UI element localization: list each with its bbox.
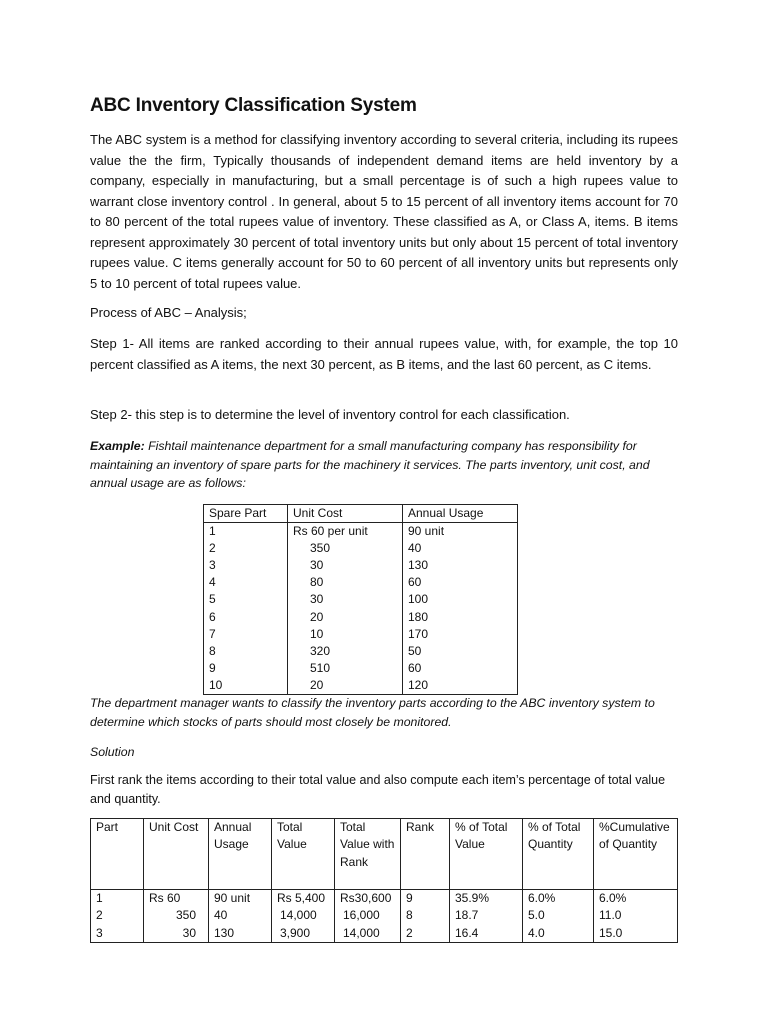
table-row <box>204 557 518 574</box>
page-title: ABC Inventory Classification System <box>90 95 417 116</box>
cell-annual-usage: 60 <box>403 660 518 677</box>
cell-part: 4 <box>204 574 288 591</box>
intro-paragraph: The ABC system is a method for classifying inventory according to several criteria, including its rupees value the the firm, Typically thousands of independent demand items are held inventory by a company, especially in manufacturing, but a small percentage is of such a high rupees value to warrant close inventory control . In general, about 5 to 15 percent of all inventory items account for 70 to 80 percent of the total rupees value of inventory. These classified as A, or Class A, items. B items represent approximately 30 percent of total inventory units but only about 15 percent of total inventory rupees value. C items generally account for 50 to 60 percent of all inventory units but represents only 5 to 10 percent of total rupees value. <box>90 132 678 291</box>
cell-cumulative-quantity: 11.0 <box>594 907 678 924</box>
cell-pct-total-value: 16.4 <box>450 925 523 943</box>
cell-annual-usage: 90 unit <box>403 523 518 541</box>
cell-annual-usage: 120 <box>403 677 518 695</box>
cell-annual-usage: 130 <box>403 557 518 574</box>
table-header-row <box>91 819 678 890</box>
cell-part: 8 <box>204 643 288 660</box>
cell-part: 3 <box>91 925 144 943</box>
table-row <box>204 677 518 695</box>
table-row <box>204 591 518 608</box>
cell-annual-usage: 100 <box>403 591 518 608</box>
example-label: Example: <box>90 439 145 453</box>
cell-pct-total-quantity: 6.0% <box>523 890 594 908</box>
table-row <box>204 540 518 557</box>
table-row <box>91 925 678 943</box>
cell-unit-cost: 20 <box>288 677 403 695</box>
header-annual-usage: Annual Usage <box>209 819 272 890</box>
cell-part: 2 <box>204 540 288 557</box>
cell-unit-cost: 30 <box>288 591 403 608</box>
table-row <box>91 907 678 924</box>
cell-annual-usage: 50 <box>403 643 518 660</box>
table-row <box>204 609 518 626</box>
cell-pct-total-quantity: 5.0 <box>523 907 594 924</box>
manager-paragraph: The department manager wants to classify the inventory parts according to the ABC inventory system to determine which stocks of parts should most closely be monitored. <box>90 696 655 729</box>
cell-pct-total-quantity: 4.0 <box>523 925 594 943</box>
step2-paragraph: Step 2- this step is to determine the level of inventory control for each classification. <box>90 407 570 422</box>
cell-total-value: 3,900 <box>272 925 335 943</box>
header-unit-cost: Unit Cost <box>288 505 403 523</box>
header-total-value: Total Value <box>272 819 335 890</box>
cell-annual-usage: 90 unit <box>209 890 272 908</box>
header-unit-cost: Unit Cost <box>144 819 209 890</box>
cell-annual-usage: 170 <box>403 626 518 643</box>
table-header-row <box>204 505 518 523</box>
ranking-table <box>90 818 678 943</box>
header-pct-total-quantity: % of Total Quantity <box>523 819 594 890</box>
cell-total-value-with-rank: Rs30,600 <box>335 890 401 908</box>
cell-part: 3 <box>204 557 288 574</box>
cell-total-value: Rs 5,400 <box>272 890 335 908</box>
header-annual-usage: Annual Usage <box>403 505 518 523</box>
header-part: Part <box>91 819 144 890</box>
cell-pct-total-value: 35.9% <box>450 890 523 908</box>
table-row <box>204 523 518 541</box>
cell-pct-total-value: 18.7 <box>450 907 523 924</box>
cell-annual-usage: 130 <box>209 925 272 943</box>
step1-paragraph: Step 1- All items are ranked according to their annual rupees value, with, for example, the top 10 percent classified as A items, the next 30 percent, as B items, and the last 60 percent, as C items. <box>90 336 678 372</box>
header-rank: Rank <box>401 819 450 890</box>
cell-unit-cost: Rs 60 per unit <box>288 523 403 541</box>
process-heading: Process of ABC – Analysis; <box>90 305 247 320</box>
header-total-value-with-rank: Total Value with Rank <box>335 819 401 890</box>
cell-part: 10 <box>204 677 288 695</box>
cell-annual-usage: 180 <box>403 609 518 626</box>
table-row <box>204 574 518 591</box>
cell-total-value: 14,000 <box>272 907 335 924</box>
example-paragraph <box>90 437 678 493</box>
cell-annual-usage: 40 <box>209 907 272 924</box>
example-text: Fishtail maintenance department for a small manufacturing company has responsibility for maintaining an inventory of spare parts for the machinery it services. The parts inventory, unit cost, and annual usage are as follows: <box>90 439 650 490</box>
cell-cumulative-quantity: 15.0 <box>594 925 678 943</box>
table-row <box>91 890 678 908</box>
cell-cumulative-quantity: 6.0% <box>594 890 678 908</box>
table-row <box>204 643 518 660</box>
cell-part: 1 <box>204 523 288 541</box>
cell-unit-cost: 20 <box>288 609 403 626</box>
solution-label: Solution <box>90 745 135 759</box>
cell-unit-cost: 10 <box>288 626 403 643</box>
cell-part: 7 <box>204 626 288 643</box>
cell-unit-cost: 30 <box>288 557 403 574</box>
cell-part: 2 <box>91 907 144 924</box>
header-pct-total-value: % of Total Value <box>450 819 523 890</box>
cell-total-value-with-rank: 14,000 <box>335 925 401 943</box>
cell-rank: 2 <box>401 925 450 943</box>
cell-part: 6 <box>204 609 288 626</box>
cell-unit-cost: 350 <box>288 540 403 557</box>
cell-rank: 8 <box>401 907 450 924</box>
cell-unit-cost: 510 <box>288 660 403 677</box>
cell-unit-cost: 80 <box>288 574 403 591</box>
cell-annual-usage: 40 <box>403 540 518 557</box>
table-row <box>204 626 518 643</box>
cell-unit-cost: Rs 60 <box>144 890 209 908</box>
first-rank-paragraph: First rank the items according to their total value and also compute each item’s percentage of total value and quantity. <box>90 773 666 806</box>
cell-part: 1 <box>91 890 144 908</box>
cell-total-value-with-rank: 16,000 <box>335 907 401 924</box>
header-spare-part: Spare Part <box>204 505 288 523</box>
spare-parts-table <box>203 504 518 695</box>
header-cumulative-quantity: %Cumulative of Quantity <box>594 819 678 890</box>
cell-unit-cost: 320 <box>288 643 403 660</box>
cell-rank: 9 <box>401 890 450 908</box>
cell-unit-cost: 30 <box>144 925 209 943</box>
cell-unit-cost: 350 <box>144 907 209 924</box>
table-row <box>204 660 518 677</box>
cell-annual-usage: 60 <box>403 574 518 591</box>
cell-part: 5 <box>204 591 288 608</box>
cell-part: 9 <box>204 660 288 677</box>
